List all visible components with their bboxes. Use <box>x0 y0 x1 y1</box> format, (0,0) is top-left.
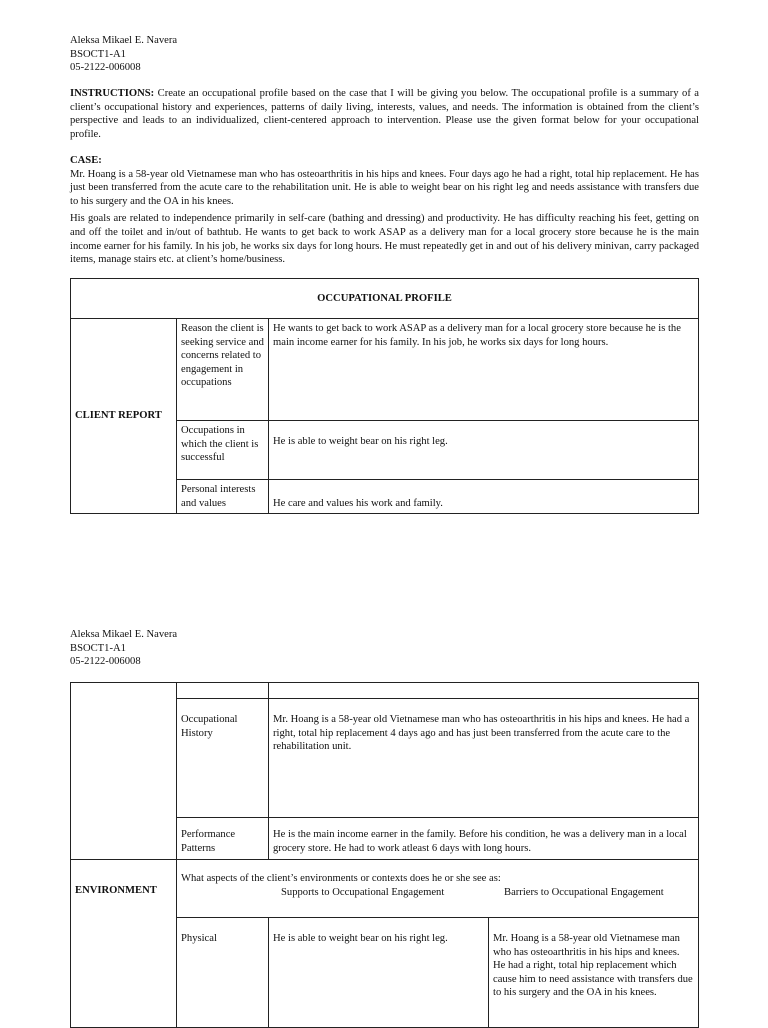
case-paragraph-2: His goals are related to independence primarily in self-care (bathing and dressing) and productivity. He has difficulty reaching his feet, getting on and off the toilet and in/out of bathtub. He wants to get back to work ASAP as a delivery man for a local grocery store because he is the main income earner for his family. In his job, he works six days for long hours. He must repeatedly get in and out of his delivery minivan, carry packaged items, manage stairs etc. at client’s home/business. <box>70 213 699 266</box>
row-label: Performance Patterns <box>177 818 269 860</box>
physical-label: Physical <box>177 918 269 1028</box>
instructions-text: Create an occupational profile based on the case that I will be giving you below. The occupational profile is a summary of a client’s occupational history and experiences, patterns of daily living, interests, values, and needs. The information is obtained from the client’s perspective and leads to an individualized, client-centered approach to intervention. Please use the given format below for your occupational profile. <box>70 88 699 140</box>
document-header-page-2 <box>70 628 699 669</box>
case-paragraph-1: Mr. Hoang is a 58-year old Vietnamese man who has osteoarthritis in his hips and knees. Four days ago he had a right, total hip replacement. He has just been transferred from the acute care to the rehabilitation unit. He is able to weight bear on his right leg and needs assistance with transfers due to his surgery and the OA in his knees. <box>70 168 699 207</box>
client-report-label: CLIENT REPORT <box>71 319 177 514</box>
author-name: Aleksa Mikael E. Navera <box>70 629 178 640</box>
student-id: 05-2122-006008 <box>70 656 141 668</box>
row-value: He is able to weight bear on his right leg. <box>269 421 699 480</box>
empty-cell <box>269 683 699 699</box>
row-value: He is the main income earner in the family. Before his condition, he was a delivery man in a local grocery store. He had to work atleast 6 days with long hours. <box>269 818 699 860</box>
environment-column-headers <box>181 886 694 900</box>
occupational-profile-table <box>70 278 699 514</box>
row-label: Occupational History <box>177 699 269 818</box>
row-label: Reason the client is seeking service and concerns related to engagement in occupations <box>177 319 269 421</box>
physical-support: He is able to weight bear on his right leg. <box>269 918 489 1028</box>
instructions-paragraph <box>70 87 699 141</box>
instructions-label: INSTRUCTIONS: <box>70 88 155 99</box>
section-code: BSOCT1-A1 <box>70 48 126 60</box>
author-name: Aleksa Mikael E. Navera <box>70 35 178 46</box>
environment-question: What aspects of the client’s environments or contexts does he or she see as: <box>181 873 501 884</box>
student-id: 05-2122-006008 <box>70 62 141 74</box>
empty-cell <box>71 683 177 860</box>
row-label: Occupations in which the client is successful <box>177 421 269 480</box>
environment-label: ENVIRONMENT <box>71 860 177 1028</box>
supports-header: Supports to Occupational Engagement <box>281 886 445 898</box>
row-value: He wants to get back to work ASAP as a delivery man for a local grocery store because he is the main income earner for his family. In his job, he works six days for long hours. <box>269 319 699 421</box>
document-header <box>70 34 699 75</box>
physical-barrier: Mr. Hoang is a 58-year old Vietnamese man who has osteoarthritis in his hips and knees. He had a right, total hip replacement which cause him to need assistance with transfers due to his surgery and the OA in his knees. <box>489 918 699 1028</box>
empty-cell <box>177 683 269 699</box>
barriers-header: Barriers to Occupational Engagement <box>504 886 664 898</box>
case-label: CASE: <box>70 155 102 166</box>
section-code: BSOCT1-A1 <box>70 642 126 654</box>
case-section <box>70 154 699 267</box>
table-title: OCCUPATIONAL PROFILE <box>71 279 699 319</box>
environment-question-cell <box>177 860 699 918</box>
row-value: Mr. Hoang is a 58-year old Vietnamese man who has osteoarthritis in his hips and knees. He had a right, total hip replacement 4 days ago and has just been transferred from the acute care to the rehabilitation unit. <box>269 699 699 818</box>
row-value: He care and values his work and family. <box>269 480 699 514</box>
row-label: Personal interests and values <box>177 480 269 514</box>
occupational-profile-table-continued <box>70 682 699 1028</box>
